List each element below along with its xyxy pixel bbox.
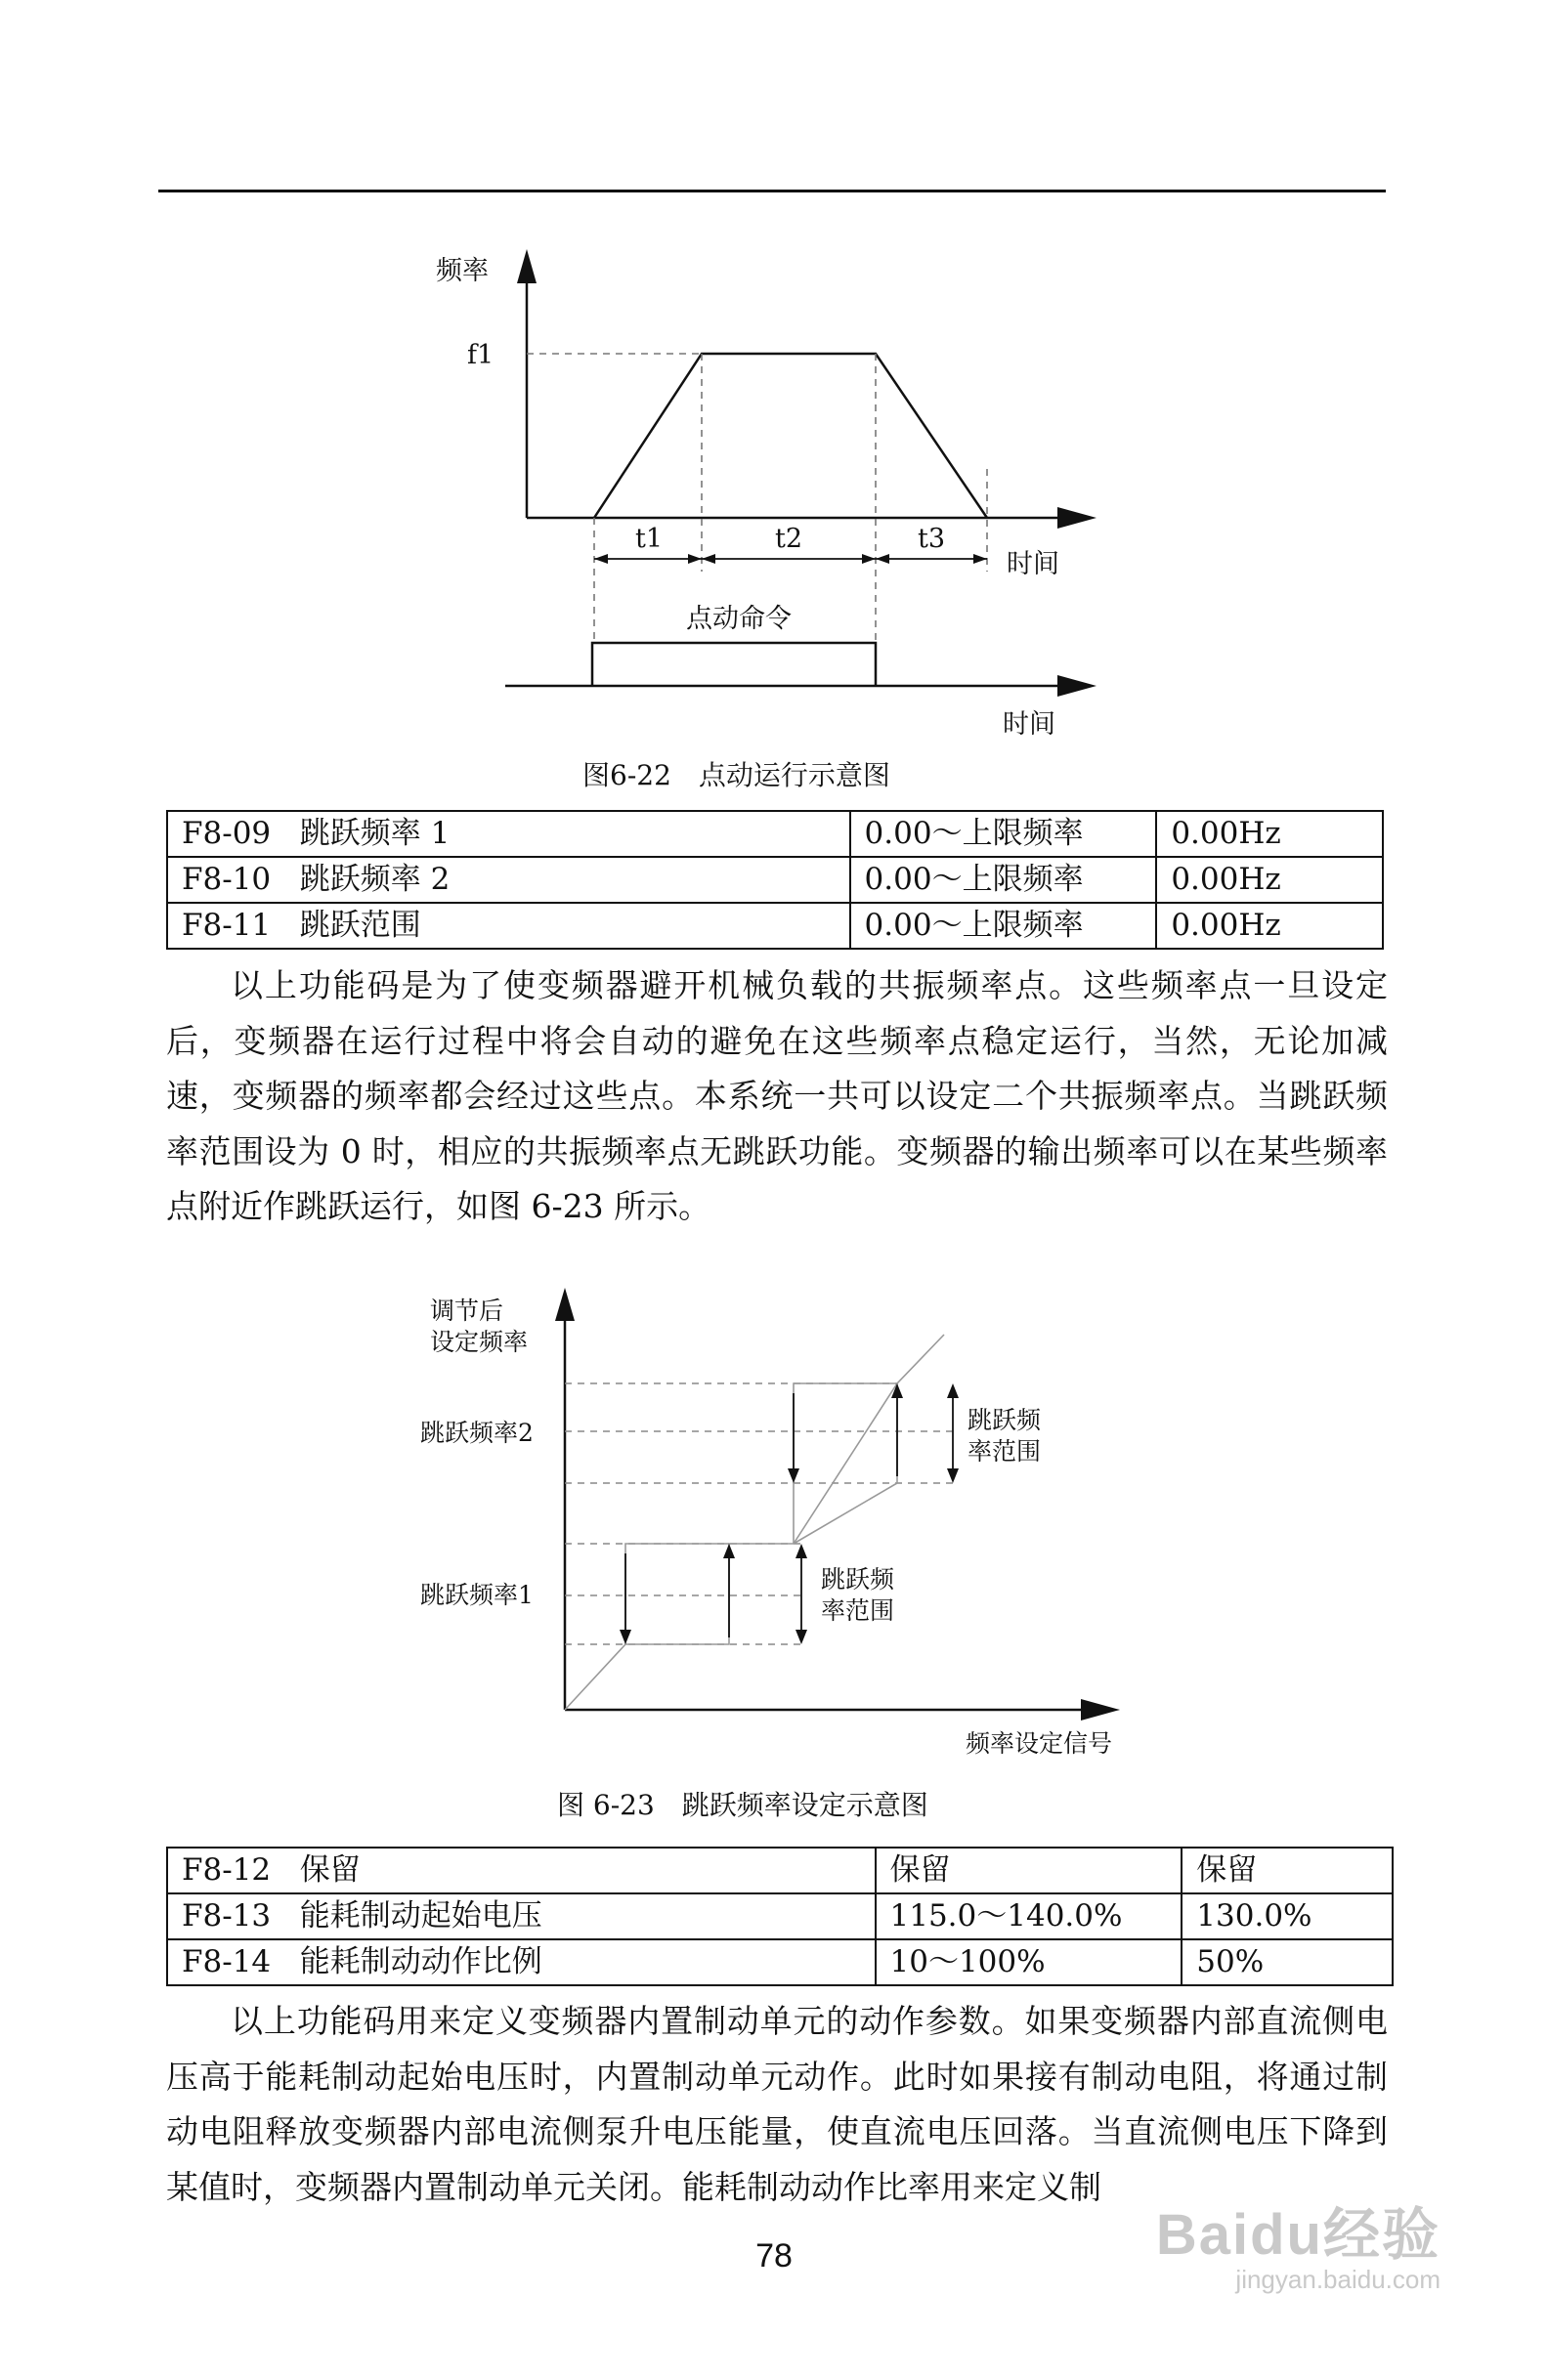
jump1-label: 跳跃频率1 (420, 1581, 534, 1609)
param-range: 0.00～上限频率 (850, 857, 1157, 903)
param-range: 0.00～上限频率 (850, 811, 1157, 857)
param-range: 10～100% (876, 1939, 1182, 1985)
y-axis-label: 频率 (436, 256, 489, 286)
output-frequency-curve (565, 1335, 944, 1710)
y-axis-arrow (555, 1288, 575, 1321)
table-row (167, 903, 1383, 949)
command-axis-arrow (1057, 675, 1096, 697)
watermark (1156, 2189, 1440, 2295)
param-range: 保留 (876, 1848, 1182, 1893)
y-axis-arrow (517, 249, 537, 283)
param-default: 保留 (1182, 1848, 1393, 1893)
y-axis-label-line1: 调节后 (430, 1296, 504, 1325)
frequency-curve (594, 354, 987, 518)
jump-frequency-description: 以上功能码是为了使变频器避开机械负载的共振频率点。这些频率点一旦设定后，变频器在运行过程中将会自动的避免在这些频率点稳定运行，当然，无论加减速，变频器的频率都会经过这些点。本系统一共可以设定二个共振频率点。当跳跃频率范围设为 0 时，相应的共振频率点无跳跃功能。变频器的输出频率可以在某些频率点附近作跳跃运行，如图 6-23 所示。 (166, 966, 1388, 1225)
table-row (167, 1893, 1393, 1939)
parameter-table-f8-12 (166, 1847, 1394, 1986)
param-code-name: F8-12 保留 (167, 1848, 876, 1893)
page-number: 78 (755, 2237, 793, 2274)
param-code-name: F8-14 能耗制动动作比例 (167, 1939, 876, 1985)
jump1-box (625, 1544, 729, 1644)
table-row (167, 857, 1383, 903)
t2-label: t2 (774, 524, 803, 554)
x-axis-label: 频率设定信号 (966, 1729, 1113, 1758)
jog-run-diagram (0, 0, 1548, 743)
param-code-name: F8-10 跳跃频率 2 (167, 857, 850, 903)
param-default: 0.00Hz (1156, 811, 1383, 857)
param-range: 115.0～140.0% (876, 1893, 1182, 1939)
x-axis-arrow (1081, 1699, 1120, 1721)
lower-range-label-line2: 率范围 (821, 1596, 895, 1625)
brake-unit-description: 以上功能码用来定义变频器内置制动单元的动作参数。如果变频器内部直流侧电压高于能耗制动起始电压时，内置制动单元动作。此时如果接有制动电阻，将通过制动电阻释放变频器内部电流侧泵升电压能量，使直流电压回落。当直流侧电压下降到某值时，变频器内置制动单元关闭。能耗制动动作比率用来定义制 (166, 2002, 1388, 2206)
table-row (167, 811, 1383, 857)
lower-range-label-line1: 跳跃频 (821, 1565, 895, 1594)
y-axis-label-line2: 设定频率 (430, 1328, 529, 1356)
param-default: 0.00Hz (1156, 903, 1383, 949)
x-axis-label: 时间 (1007, 549, 1059, 579)
upper-range-label-line1: 跳跃频 (968, 1406, 1042, 1434)
figure-6-22-caption: 图6-22 点动运行示意图 (582, 759, 890, 791)
watermark-brand: Baidu经验 (1155, 2203, 1440, 2267)
param-default: 0.00Hz (1156, 857, 1383, 903)
t3-label: t3 (917, 524, 946, 554)
param-range: 0.00～上限频率 (850, 903, 1157, 949)
param-code-name: F8-13 能耗制动起始电压 (167, 1893, 876, 1939)
param-code-name: F8-09 跳跃频率 1 (167, 811, 850, 857)
table-row (167, 1848, 1393, 1893)
param-code-name: F8-11 跳跃范围 (167, 903, 850, 949)
t1-label: t1 (634, 524, 664, 554)
figure-6-23-caption: 图 6-23 跳跃频率设定示意图 (557, 1789, 928, 1821)
command-label: 点动命令 (686, 604, 792, 634)
parameter-table-f8-09 (166, 810, 1384, 950)
param-default: 130.0% (1182, 1893, 1393, 1939)
x-axis-arrow (1057, 507, 1096, 529)
param-default: 50% (1182, 1939, 1393, 1985)
watermark-url: jingyan.baidu.com (1235, 2265, 1440, 2294)
x-axis-label-2: 时间 (1003, 709, 1055, 740)
upper-range-label-line2: 率范围 (968, 1437, 1042, 1466)
table-row (167, 1939, 1393, 1985)
jump2-label: 跳跃频率2 (420, 1419, 534, 1447)
f1-label: f1 (467, 340, 494, 370)
command-pulse (592, 643, 876, 686)
